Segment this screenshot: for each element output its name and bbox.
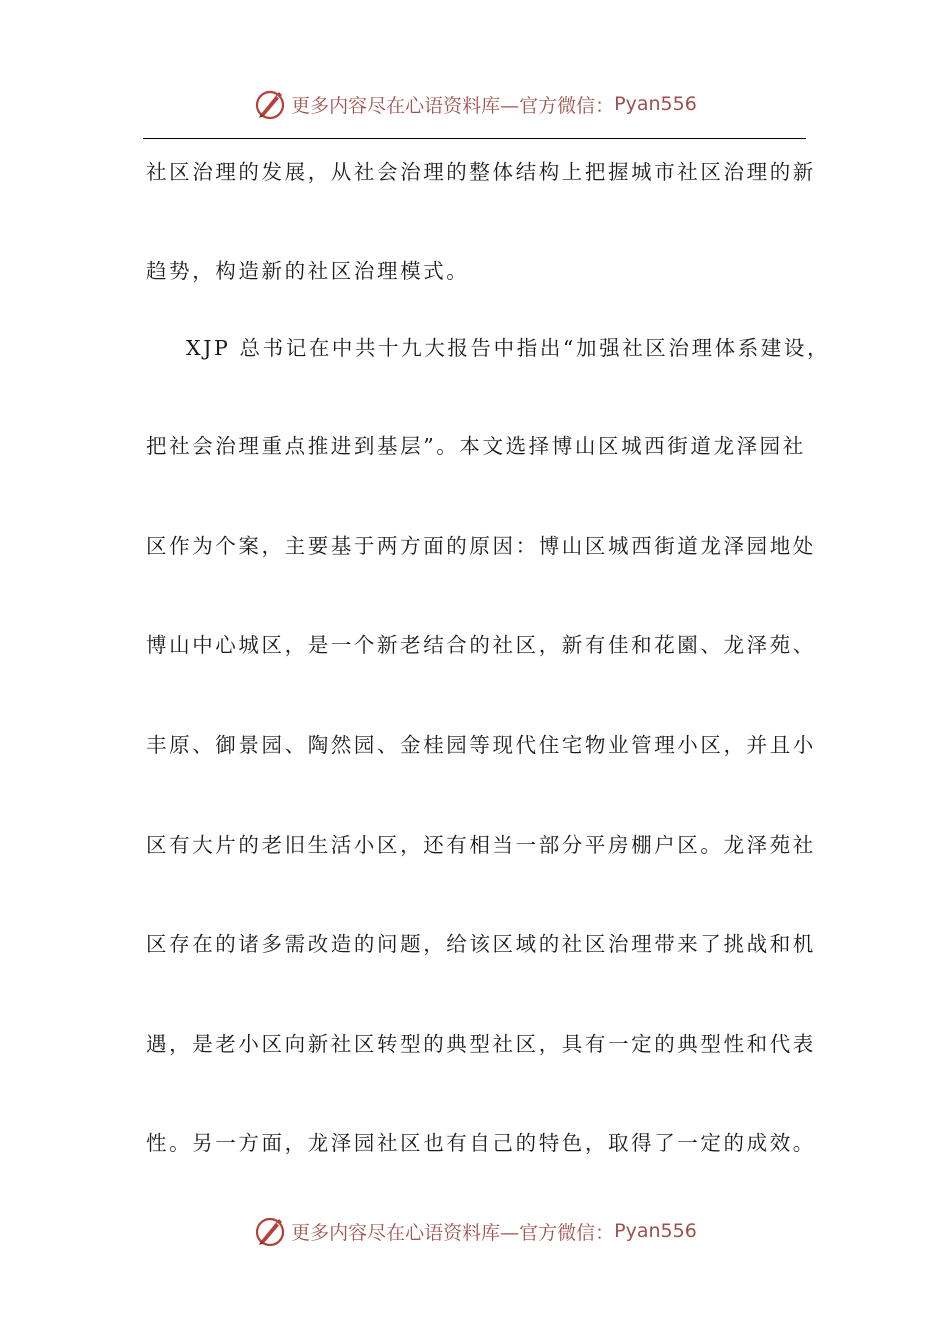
- header-divider: [143, 138, 806, 139]
- body-line-6: 博山中心城区，是一个新老结合的社区，新有佳和花園、龙泽苑、: [146, 633, 816, 657]
- body-line-7: 丰原、御景园、陶然园、金桂园等现代住宅物业管理小区，并且小: [146, 733, 816, 757]
- body-line-10: 遇，是老小区向新社区转型的典型社区，具有一定的典型性和代表: [146, 1032, 816, 1056]
- quill-pen-logo-icon: [253, 87, 287, 121]
- header-wechat-id: Pyan556: [614, 93, 697, 115]
- header-banner: [0, 84, 950, 124]
- quill-pen-logo-icon: [253, 1214, 287, 1248]
- footer-banner-text: 更多内容尽在心语资料库—官方微信：: [291, 1221, 615, 1244]
- body-line-4: 把社会治理重点推进到基层”。本文选择博山区城西街道龙泽园社: [146, 434, 806, 458]
- body-line-5: 区作为个案，主要基于两方面的原因：博山区城西街道龙泽园地处: [146, 534, 816, 558]
- footer-banner: [0, 1211, 950, 1251]
- body-line-9: 区存在的诸多需改造的问题，给该区域的社区治理带来了挑战和机: [146, 932, 816, 956]
- body-line-8: 区有大片的老旧生活小区，还有相当一部分平房棚户区。龙泽苑社: [146, 833, 816, 857]
- body-line-2: 趋势，构造新的社区治理模式。: [146, 259, 470, 283]
- body-line-3: XJP 总书记在中共十九大报告中指出“加强社区治理体系建设，: [186, 336, 831, 360]
- footer-wechat-id: Pyan556: [614, 1220, 697, 1242]
- body-line-11: 性。另一方面，龙泽园社区也有自己的特色，取得了一定的成效。: [146, 1131, 816, 1155]
- header-banner-text: 更多内容尽在心语资料库—官方微信：: [291, 94, 615, 117]
- body-line-1: 社区治理的发展，从社会治理的整体结构上把握城市社区治理的新: [146, 160, 816, 184]
